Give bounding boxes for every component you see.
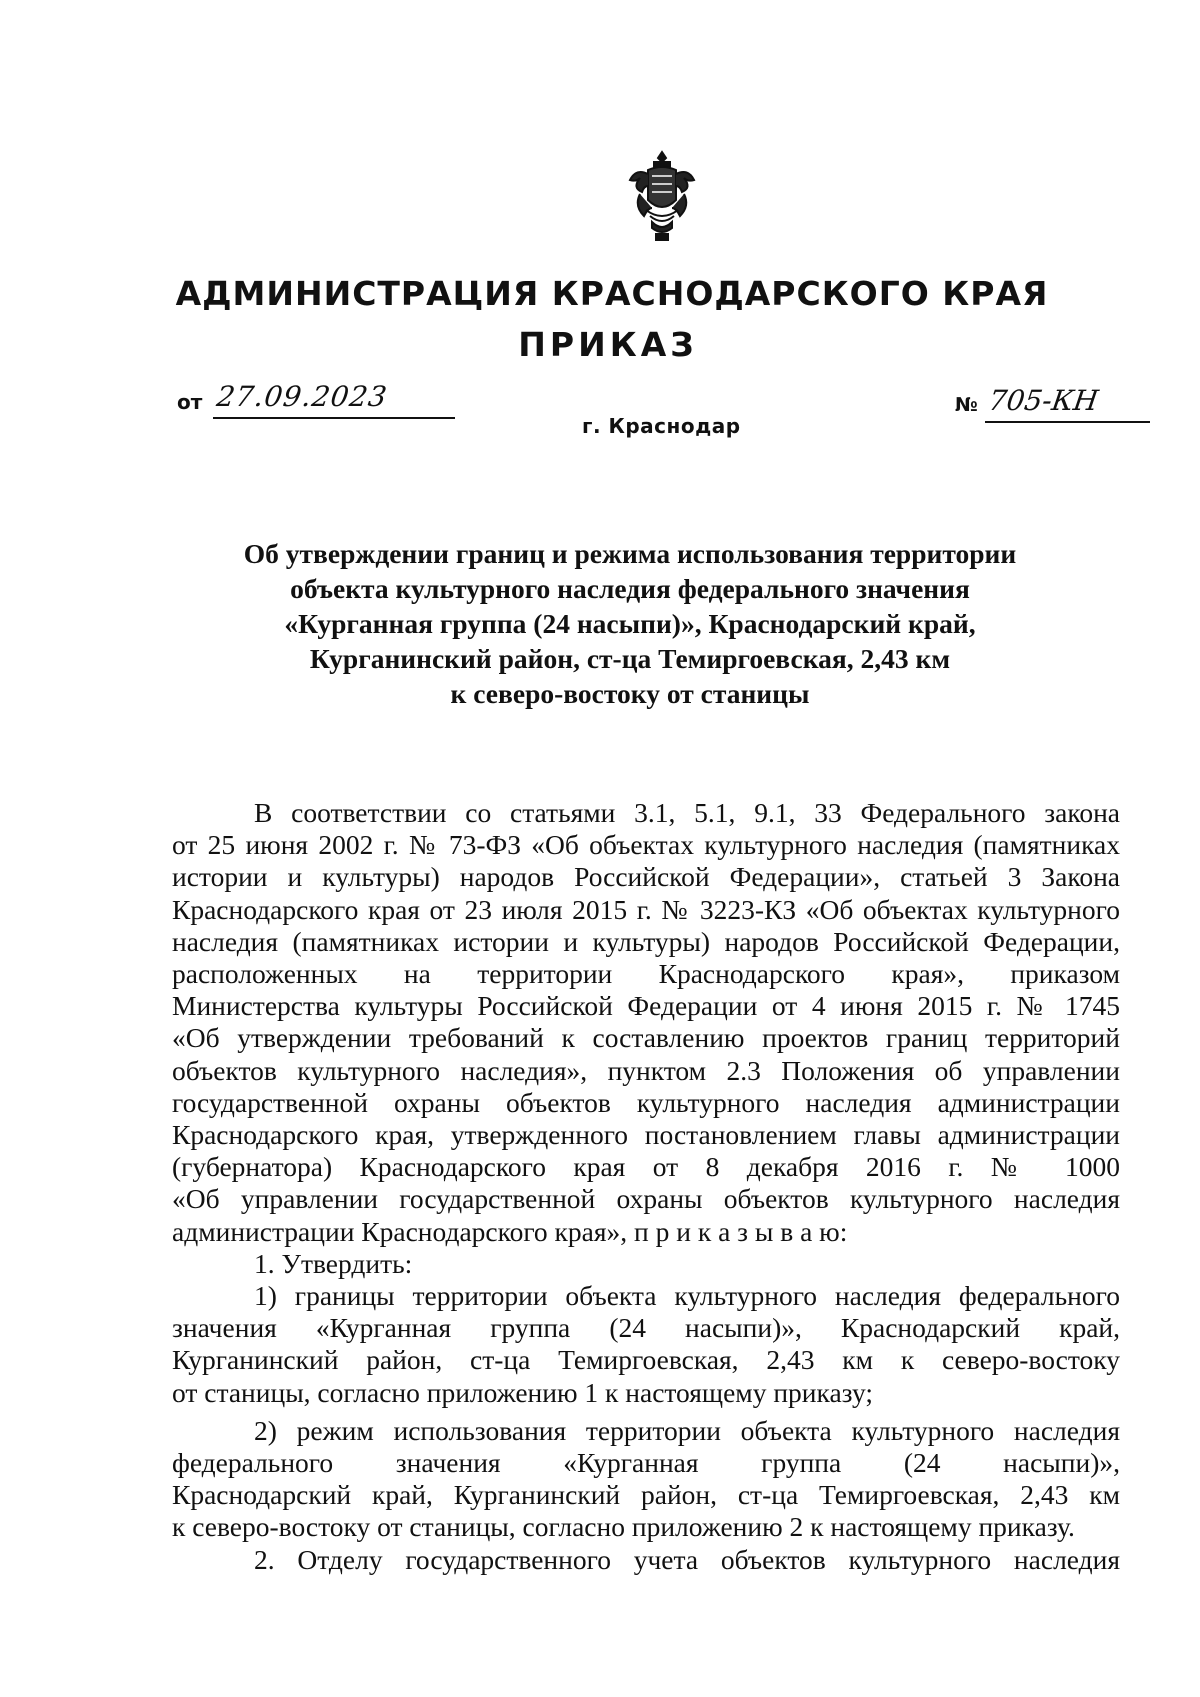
body-line: Министерства культуры Российской Федерации от 4 июня 2015 г. № 1745 <box>172 990 1120 1022</box>
body-line: 1. Утвердить: <box>254 1247 413 1279</box>
body-line: (губернатора) Краснодарского края от 8 декабря 2016 г. № 1000 <box>172 1151 1120 1183</box>
number-underline <box>985 421 1150 423</box>
body-line: наследия (памятниках истории и культуры) народов Российской Федерации, <box>172 925 1120 957</box>
date-value: 27.09.2023 <box>214 380 390 413</box>
title-line: объекта культурного наследия федерального значения <box>290 573 970 604</box>
body-line: В соответствии со статьями 3.1, 5.1, 9.1, 33 Федерального закона <box>254 797 1120 828</box>
date-field <box>177 380 462 426</box>
date-underline <box>213 417 455 419</box>
body-line: «Об управлении государственной охраны объектов культурного наследия <box>172 1183 1120 1215</box>
title-line: к северо-востоку от станицы <box>450 678 810 709</box>
body-line: к северо-востоку от станицы, согласно приложению 2 к настоящему приказу. <box>172 1511 1075 1543</box>
body-line: администрации Краснодарского края», п р и к а з ы в а ю: <box>172 1215 848 1247</box>
body-line: от станицы, согласно приложению 1 к настоящему приказу; <box>172 1376 873 1408</box>
title-line: Курганинский район, ст-ца Темиргоевская, 2,43 км <box>309 643 951 674</box>
title-line: Об утверждении границ и режима использования территории <box>243 538 1017 569</box>
coat-of-arms-icon <box>626 150 698 242</box>
number-prefix: № <box>955 394 978 416</box>
document-title <box>220 536 1040 711</box>
number-field <box>955 384 1155 430</box>
title-line: «Курганная группа (24 насыпи)», Краснодарский край, <box>284 608 976 639</box>
body-line: расположенных на территории Краснодарского края», приказом <box>172 958 1120 990</box>
body-line: истории и культуры) народов Российской Федерации», статьей 3 Закона <box>172 861 1120 893</box>
body-line: Краснодарского края, утвержденного постановлением главы администрации <box>172 1119 1120 1151</box>
body-line: от 25 июня 2002 г. № 73-ФЗ «Об объектах культурного наследия (памятниках <box>172 829 1120 861</box>
body-line: Краснодарского края от 23 июля 2015 г. № 3223-КЗ «Об объектах культурного <box>172 893 1120 925</box>
body-line: «Об утверждении требований к составлению проектов границ территорий <box>172 1022 1120 1054</box>
body-line: 2) режим использования территории объекта культурного наследия <box>254 1414 1120 1446</box>
body-line: государственной охраны объектов культурного наследия администрации <box>172 1086 1120 1118</box>
organization-name: АДМИНИСТРАЦИЯ КРАСНОДАРСКОГО КРАЯ <box>175 274 1049 313</box>
body-line: 2. Отделу государственного учета объектов культурного наследия <box>254 1543 1120 1575</box>
document-type: ПРИКАЗ <box>518 325 698 364</box>
body-line: Курганинский район, ст-ца Темиргоевская, 2,43 км к северо-востоку <box>172 1344 1120 1376</box>
date-prefix: от <box>177 390 203 414</box>
body-line: Краснодарский край, Курганинский район, ст-ца Темиргоевская, 2,43 км <box>172 1479 1120 1511</box>
number-value: 705-КН <box>986 384 1101 417</box>
body-line: объектов культурного наследия», пунктом 2.3 Положения об управлении <box>172 1054 1120 1086</box>
city-label: г. Краснодар <box>582 414 741 438</box>
body-line: федерального значения «Курганная группа (24 насыпи)», <box>172 1447 1120 1479</box>
document-body <box>172 797 1120 1576</box>
body-line: значения «Курганная группа (24 насыпи)», Краснодарский край, <box>172 1312 1120 1344</box>
body-line: 1) границы территории объекта культурного наследия федерального <box>254 1280 1120 1312</box>
